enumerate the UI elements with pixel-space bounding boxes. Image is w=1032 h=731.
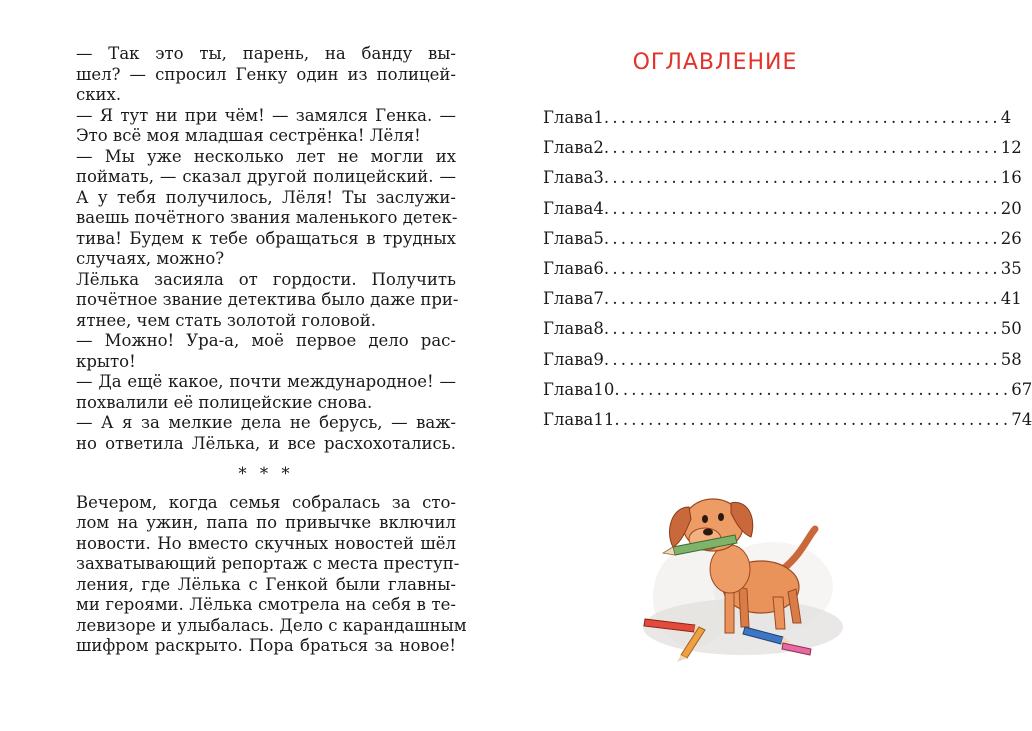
story-line: — А я за мелкие дела не берусь, — важ- (76, 413, 456, 432)
toc-leader: ............................................... (614, 409, 1012, 429)
section-separator: * * * (238, 464, 294, 483)
story-line: — Можно! Ура-а, моё первое дело рас- (76, 331, 456, 350)
toc-chapter-number: 8 (593, 319, 604, 339)
story-line: Это всё моя младшая сестрёнка! Лёля! (76, 126, 421, 145)
toc-leader: ............................................... (603, 319, 1001, 339)
toc-entry[interactable] (543, 138, 1022, 168)
toc-page-number: 67 (1011, 379, 1032, 399)
story-part-2 (76, 492, 467, 657)
dog-with-pencil-image (633, 477, 851, 662)
story-line: Лёлька засияла от гордости. Получить (76, 269, 456, 289)
toc-leader: ............................................... (603, 349, 1001, 369)
toc-page-number: 58 (1000, 349, 1022, 369)
story-line: ских. (76, 85, 122, 104)
toc-chapter-number: 3 (593, 168, 604, 188)
toc-entry[interactable] (543, 379, 1032, 410)
story-line: — Да ещё какое, почти международное! — (76, 372, 456, 391)
toc-chapter-number: 5 (593, 228, 604, 248)
toc-page-number: 26 (1000, 228, 1022, 248)
toc-leader: ............................................... (603, 228, 1001, 248)
toc-label: Глава (543, 228, 594, 248)
story-line: почётное звание детектива было даже при- (76, 290, 459, 309)
toc-entry[interactable] (543, 409, 1032, 440)
toc-entry[interactable] (543, 319, 1022, 349)
toc-entry[interactable] (543, 228, 1022, 259)
toc-chapter-number: 7 (593, 289, 604, 309)
toc-entry[interactable] (543, 349, 1022, 380)
story-line: крыто! (76, 351, 136, 371)
toc-leader: ............................................... (603, 138, 1001, 158)
toc-chapter-number: 4 (593, 198, 604, 218)
story-line: — Так это ты, парень, на банду вы- (76, 44, 456, 63)
toc-chapter-number: 1 (593, 108, 604, 127)
toc-page-number: 74 (1011, 409, 1032, 429)
story-line: поймать, — сказал другой полицейский. — (76, 167, 456, 186)
story-line: похвалили её полицейские снова. (76, 392, 373, 412)
story-line: левизоре и улыбалась. Дело с карандашным (76, 615, 467, 635)
story-line: захватывающий репортаж с места преступ- (76, 554, 460, 573)
toc-leader: ............................................... (603, 289, 1001, 309)
toc-page-number: 50 (1000, 319, 1022, 339)
story-line: случаях, можно? (76, 249, 225, 268)
story-line: Вечером, когда семья собралась за сто- (76, 492, 456, 512)
toc-chapter-number: 9 (593, 349, 604, 369)
toc-label: Глава (543, 409, 594, 429)
story-line: новости. Но вместо скучных новостей шёл (76, 533, 456, 553)
toc-entry[interactable] (543, 108, 1012, 138)
story-part-1 (76, 44, 459, 454)
toc-label: Глава (543, 319, 594, 339)
toc-page-number: 4 (1000, 108, 1012, 127)
story-text (76, 44, 467, 657)
toc-label: Глава (543, 108, 594, 127)
story-line: А у тебя получилось, Лёля! Ты заслужи- (76, 187, 456, 207)
toc-label: Глава (543, 379, 594, 399)
toc-entry[interactable] (543, 168, 1022, 198)
toc-leader: ............................................... (603, 168, 1001, 188)
toc-label: Глава (543, 198, 594, 218)
story-line: ваешь почётного звания маленького детек- (76, 208, 458, 227)
story-line: ми героями. Лёлька смотрела на себя в те- (76, 595, 456, 614)
story-line: тива! Будем к тебе обращаться в трудных (76, 228, 456, 248)
toc-leader: ............................................... (603, 198, 1001, 218)
story-line: ятнее, чем стать золотой головой. (76, 310, 376, 330)
story-line: лом на ужин, папа по привычке включил (76, 513, 456, 532)
story-line: — Мы уже несколько лет не могли их (76, 146, 456, 166)
toc-label: Глава (543, 289, 594, 309)
toc-label: Глава (543, 258, 594, 278)
toc-leader: ............................................... (603, 258, 1001, 278)
toc-label: Глава (543, 138, 594, 158)
dog-illustration (633, 477, 851, 662)
table-of-contents (543, 108, 1032, 440)
toc-page-number: 41 (1000, 289, 1022, 309)
toc-label: Глава (543, 349, 594, 369)
toc-chapter-number: 10 (593, 379, 615, 399)
toc-chapter-number: 6 (593, 258, 604, 278)
story-line: ления, где Лёлька с Генкой были главны- (76, 574, 456, 594)
toc-leader: ............................................... (614, 379, 1012, 399)
story-line: — Я тут ни при чём! — замялся Генка. — (76, 105, 456, 125)
toc-page-number: 35 (1000, 258, 1022, 278)
story-line: шел? — спросил Генку один из полицей- (76, 64, 456, 84)
toc-title: ОГЛАВЛЕНИЕ (632, 50, 798, 75)
story-line: шифром раскрыто. Пора браться за новое! (76, 636, 456, 655)
toc-page-number: 20 (1000, 198, 1022, 218)
toc-page-number: 12 (1000, 138, 1022, 158)
toc-page-number: 16 (1000, 168, 1022, 188)
toc-chapter-number: 11 (593, 409, 615, 429)
toc-entry[interactable] (543, 258, 1022, 289)
toc-leader: ............................................... (603, 108, 1001, 127)
toc-chapter-number: 2 (593, 138, 604, 158)
toc-label: Глава (543, 168, 594, 188)
toc-entry[interactable] (543, 289, 1022, 319)
story-line: но ответила Лёлька, и все расхохотались. (76, 433, 456, 453)
toc-entry[interactable] (543, 198, 1022, 229)
